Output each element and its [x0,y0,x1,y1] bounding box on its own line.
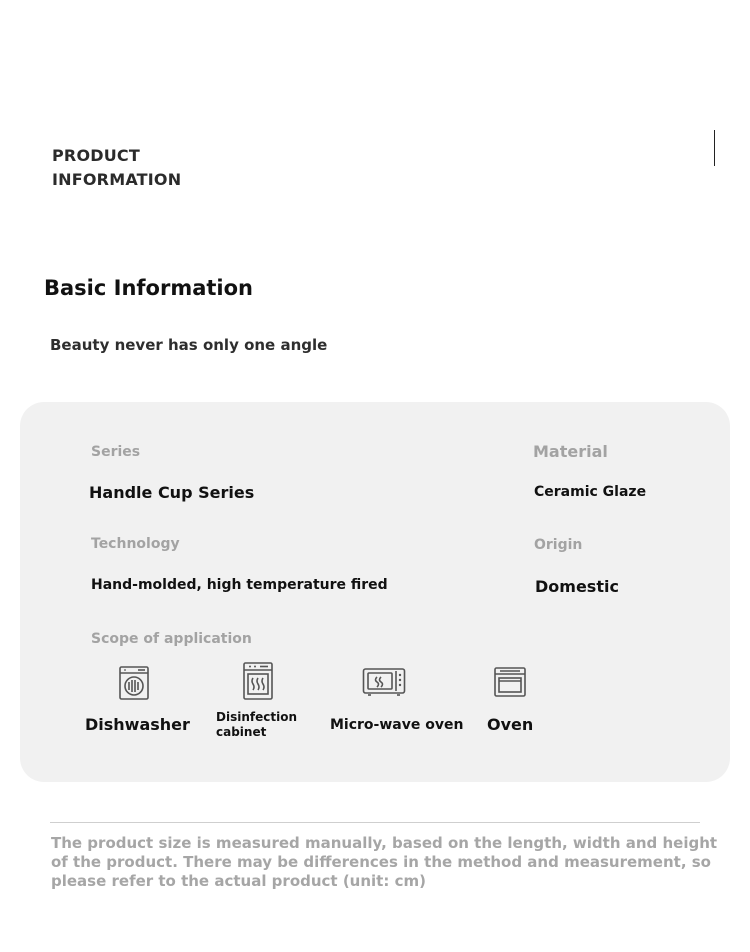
dishwasher-icon [117,665,151,701]
page-title-line-2: INFORMATION [52,170,182,189]
series-value: Handle Cup Series [89,483,255,502]
disinfection-cabinet-label [216,710,297,740]
oven-label: Oven [487,715,534,734]
microwave-oven-icon [362,667,406,697]
scope-label: Scope of application [91,631,252,647]
technology-label: Technology [91,536,180,552]
oven-icon [493,666,527,698]
series-label: Series [91,444,141,460]
microwave-oven-label: Micro-wave oven [330,717,464,733]
technology-value: Hand-molded, high temperature fired [91,577,388,593]
disinfection-cabinet-label-line-1: Disinfection [216,710,297,724]
footer-divider [50,822,700,823]
origin-label: Origin [534,537,583,553]
material-label: Material [533,442,608,461]
origin-value: Domestic [535,577,619,596]
material-value: Ceramic Glaze [534,484,647,500]
section-title: Basic Information [44,276,253,300]
page-title [52,144,272,192]
disinfection-cabinet-icon [241,661,275,701]
header-divider [714,130,715,166]
disinfection-cabinet-label-line-2: cabinet [216,725,267,739]
measurement-note: The product size is measured manually, based on the length, width and height of the product. There may be differences in the method and measurement, so please refer to the actual product (unit: cm) [51,834,718,890]
dishwasher-label: Dishwasher [85,715,190,734]
page-title-line-1: PRODUCT [52,146,140,165]
section-tagline: Beauty never has only one angle [50,336,328,354]
